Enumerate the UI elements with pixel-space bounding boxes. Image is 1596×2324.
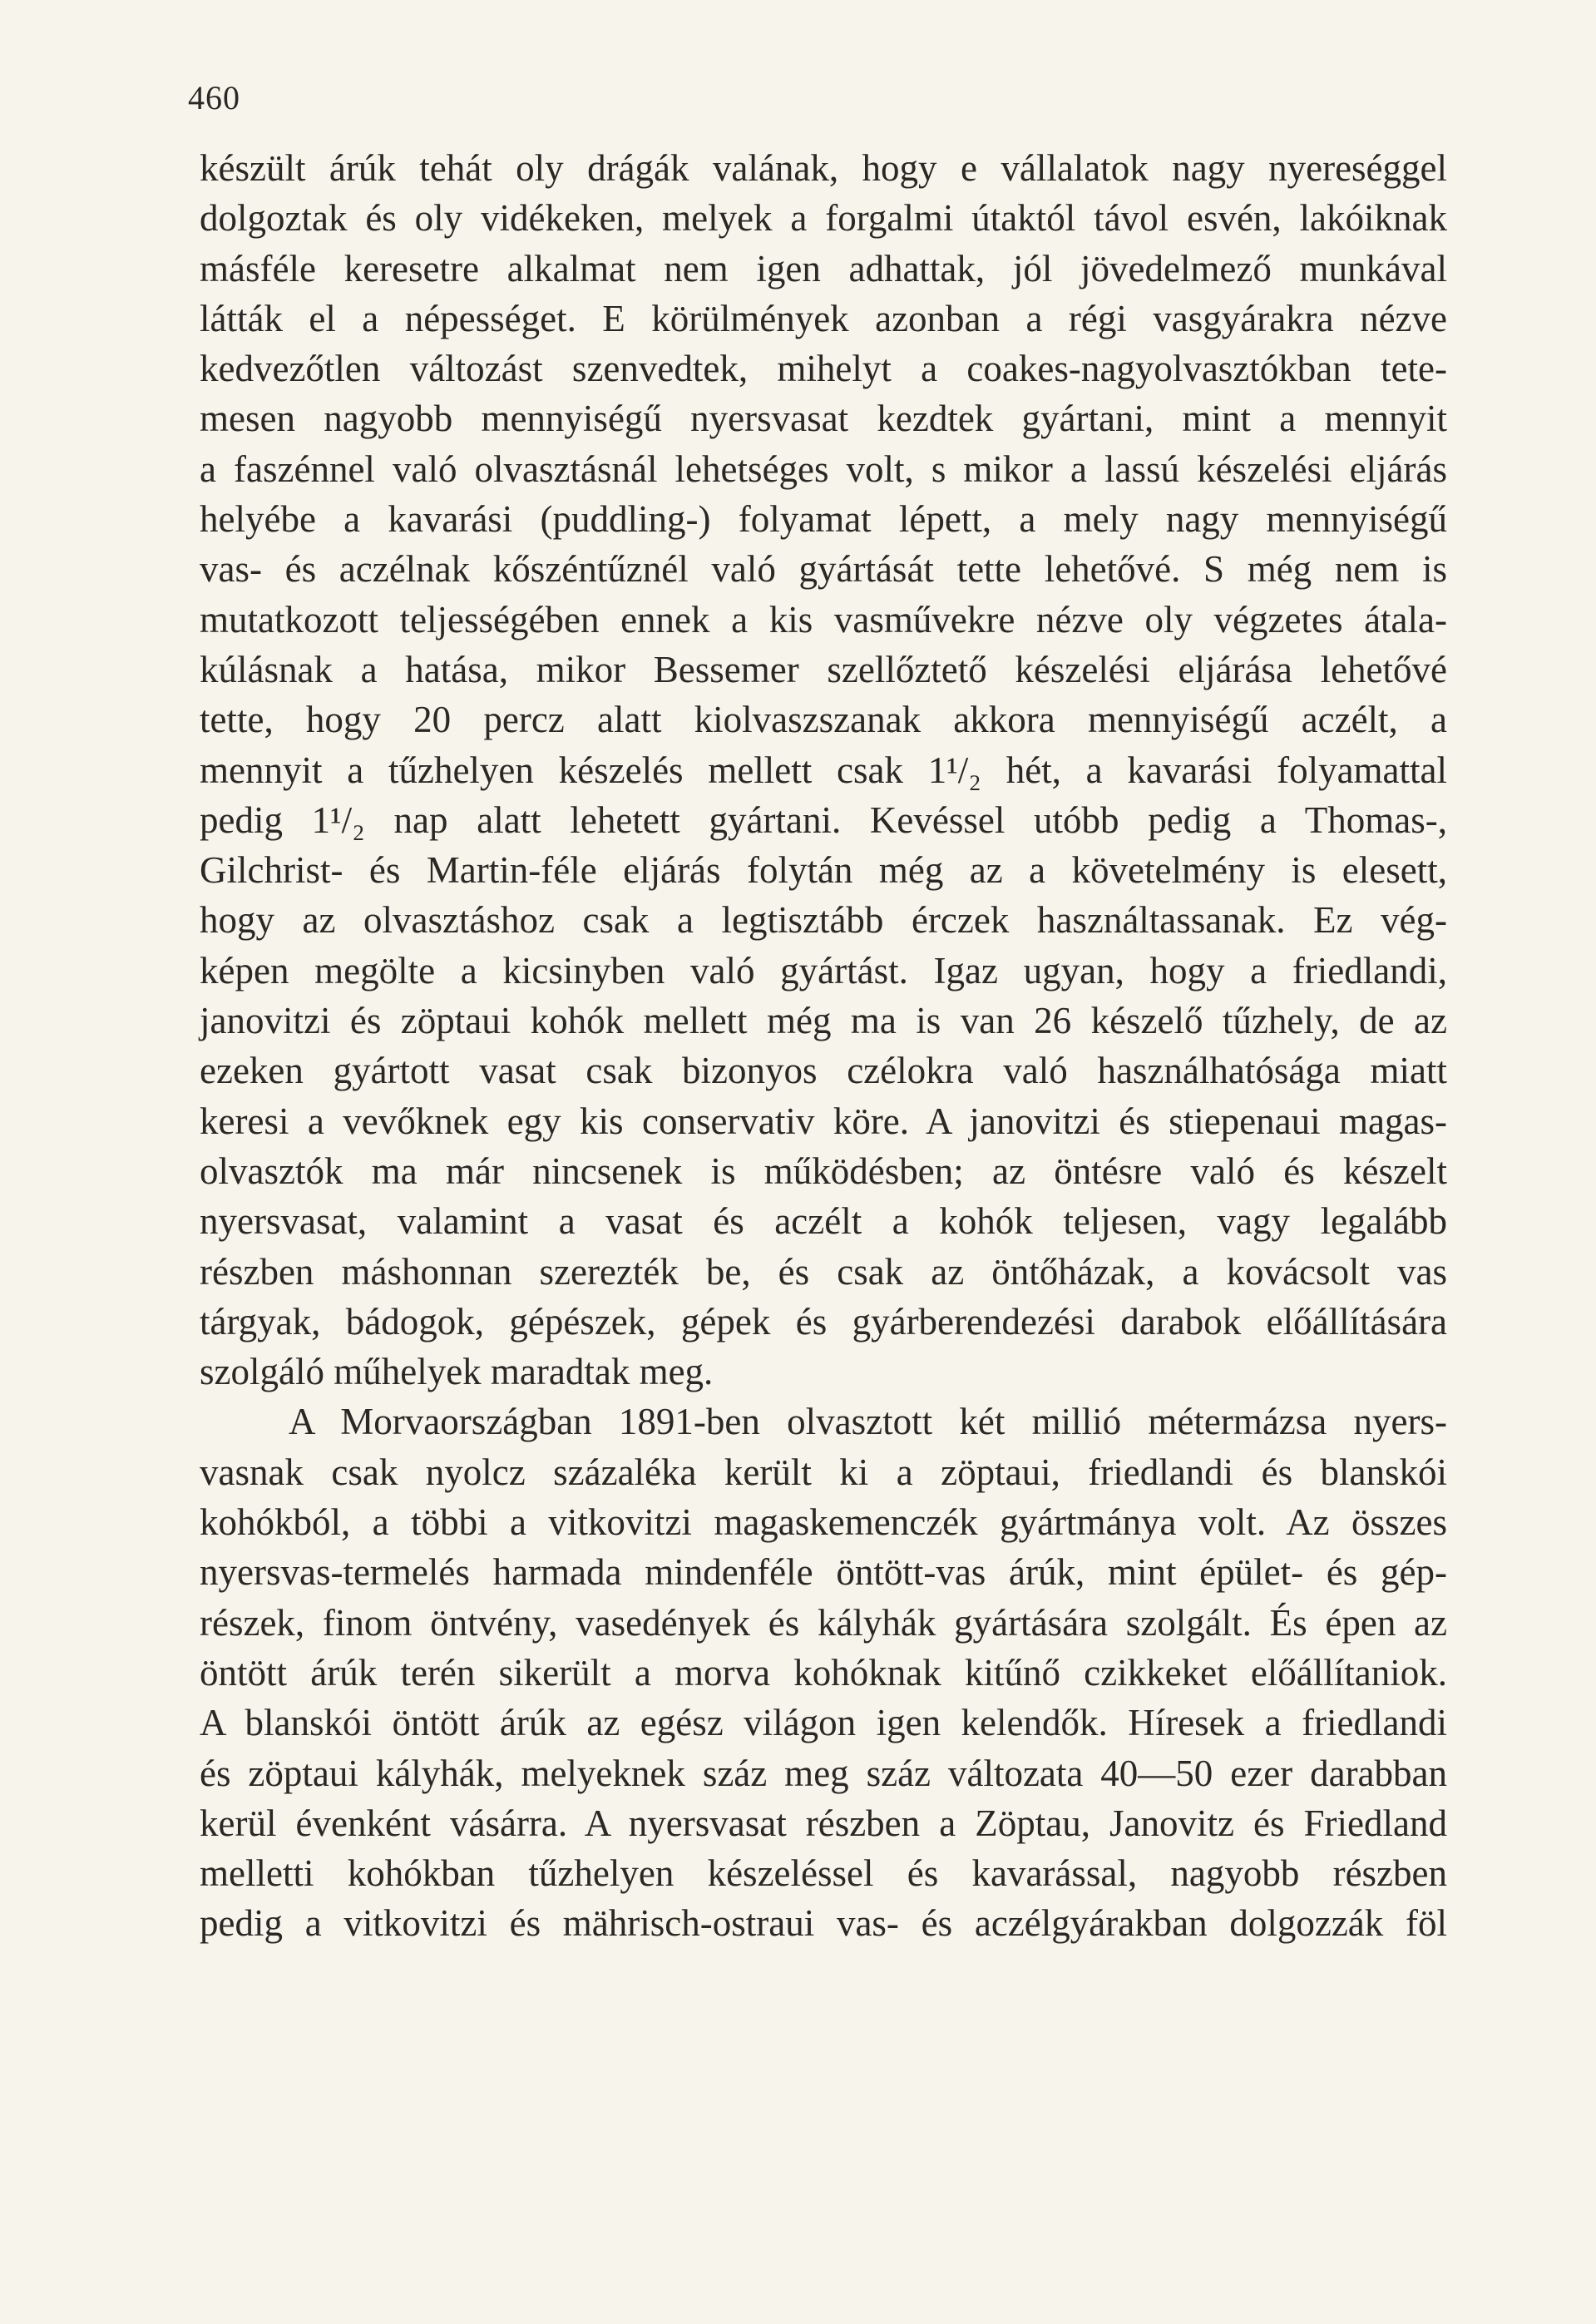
text-line: nyersvas-termelés harmada mindenféle öntött-vas árúk, mint épület- és gép-	[200, 1551, 1447, 1594]
text-line: ezeken gyártott vasat csak bizonyos czélokra való használhatósága miatt	[200, 1050, 1447, 1092]
text-line: keresi a vevőknek egy kis conservativ köre. A janovitzi és stiepenaui magas-	[200, 1100, 1447, 1142]
text-line: részek, finom öntvény, vasedények és kályhák gyártására szolgált. És épen az	[200, 1601, 1447, 1644]
text-line: mesen nagyobb mennyiségű nyersvasat kezdtek gyártani, mint a mennyit	[200, 398, 1447, 440]
text-line: kedvezőtlen változást szenvedtek, mihelyt a coakes-nagyolvasztókban tete-	[200, 348, 1447, 390]
text-line: dolgoztak és oly vidékeken, melyek a forgalmi útaktól távol esvén, lakóiknak	[200, 197, 1447, 240]
text-line: készült árúk tehát oly drágák valának, hogy e vállalatok nagy nyereséggel	[200, 147, 1447, 189]
text-line: szolgáló műhelyek maradtak meg.	[200, 1351, 714, 1393]
text-line: olvasztók ma már nincsenek is működésben; az öntésre való és készelt	[200, 1150, 1447, 1192]
text-line: Gilchrist- és Martin-féle eljárás folytán még az a követelmény is elesett,	[200, 849, 1447, 892]
text-line: kerül évenként vásárra. A nyersvasat részben a Zöptau, Janovitz és Friedland	[200, 1802, 1447, 1844]
text-line: öntött árúk terén sikerült a morva kohóknak kitűnő czikkeket előállítaniok.	[200, 1651, 1447, 1694]
text-line: melletti kohókban tűzhelyen készeléssel és kavarással, nagyobb részben	[200, 1852, 1447, 1895]
text-line: tette, hogy 20 percz alatt kiolvaszszanak akkora mennyiségű aczélt, a	[200, 699, 1447, 741]
text-line: részben máshonnan szerezték be, és csak az öntőházak, a kovácsolt vas	[200, 1250, 1447, 1293]
text-line: nyersvasat, valamint a vasat és aczélt a kohók teljesen, vagy legalább	[200, 1200, 1447, 1243]
page-number: 460	[188, 79, 240, 116]
text-line: vas- és aczélnak kőszéntűznél való gyártását tette lehetővé. S még nem is	[200, 548, 1447, 591]
text-line: és zöptaui kályhák, melyeknek száz meg száz változata 40—50 ezer darabban	[200, 1752, 1447, 1794]
text-line: mutatkozott teljességében ennek a kis vasművekre nézve oly végzetes átala-	[200, 598, 1447, 640]
text-line: kúlásnak a hatása, mikor Bessemer szellőztető készelési eljárása lehetővé	[200, 648, 1447, 690]
text-line: tárgyak, bádogok, gépészek, gépek és gyárberendezési darabok előállítására	[200, 1300, 1447, 1342]
body-text	[200, 143, 1447, 1949]
text-line: másféle keresetre alkalmat nem igen adhattak, jól jövedelmező munkával	[200, 247, 1447, 289]
text-line: helyébe a kavarási (puddling-) folyamat lépett, a mely nagy mennyiségű	[200, 498, 1447, 541]
text-line: a faszénnel való olvasztásnál lehetséges volt, s mikor a lassú készelési eljárás	[200, 447, 1447, 490]
text-line: kohókból, a többi a vitkovitzi magaskemenczék gyártmánya volt. Az összes	[200, 1501, 1447, 1544]
text-line: pedig 1¹/₂ nap alatt lehetett gyártani. Kevéssel utóbb pedig a Thomas-,	[200, 799, 1447, 841]
text-line: hogy az olvasztáshoz csak a legtisztább érczek használtassanak. Ez vég-	[200, 899, 1447, 942]
text-line: vasnak csak nyolcz százaléka került ki a zöptaui, friedlandi és blanskói	[200, 1451, 1447, 1493]
text-line: mennyit a tűzhelyen készelés mellett csak 1¹/₂ hét, a kavarási folyamattal	[200, 749, 1447, 791]
text-line: A Morvaországban 1891-ben olvasztott két millió métermázsa nyers-	[289, 1401, 1447, 1443]
text-line: janovitzi és zöptaui kohók mellett még ma is van 26 készelő tűzhely, de az	[200, 1000, 1447, 1042]
text-line: látták el a népességet. E körülmények azonban a régi vasgyárakra nézve	[200, 297, 1447, 339]
text-line: képen megölte a kicsinyben való gyártást. Igaz ugyan, hogy a friedlandi,	[200, 949, 1447, 991]
text-line: pedig a vitkovitzi és mährisch-ostraui vas- és aczélgyárakban dolgozzák föl	[200, 1902, 1447, 1945]
text-line: A blanskói öntött árúk az egész világon igen kelendők. Híresek a friedlandi	[200, 1702, 1447, 1744]
